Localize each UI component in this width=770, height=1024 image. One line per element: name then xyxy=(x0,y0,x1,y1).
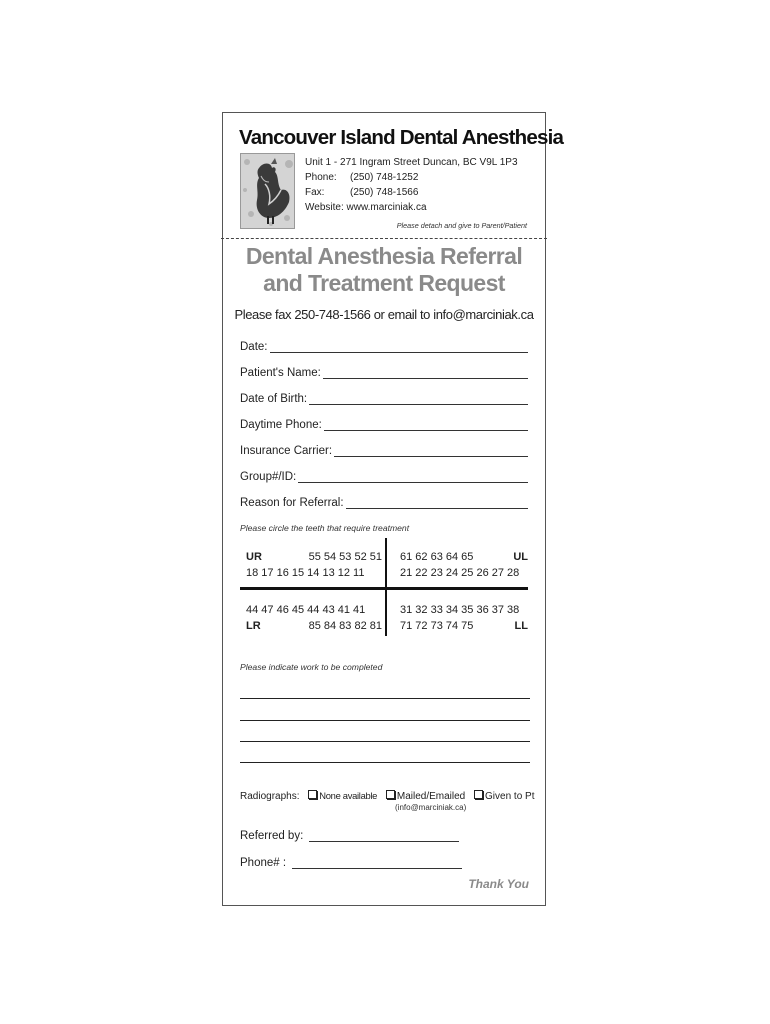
referred-by-field[interactable]: Referred by: xyxy=(240,830,459,842)
lr-label: LR xyxy=(246,620,261,632)
fax-instruction: Please fax 250-748-1566 or email to info@marciniak.ca xyxy=(234,307,534,322)
upper-left-adult-teeth[interactable]: 21 22 23 24 25 26 27 28 xyxy=(400,567,520,579)
teeth-divider-horizontal xyxy=(240,587,528,590)
radiographs-row xyxy=(240,790,535,802)
patient-name-field[interactable]: Patient's Name: xyxy=(240,363,528,379)
teeth-chart xyxy=(240,539,528,635)
lower-left-adult-teeth[interactable]: 31 32 33 34 35 36 37 38 xyxy=(400,604,520,616)
clinic-address: Unit 1 - 271 Ingram Street Duncan, BC V9L 1P3 xyxy=(305,157,518,168)
none-available-label: None available xyxy=(319,790,378,801)
upper-right-adult-teeth[interactable]: 18 17 16 15 14 13 12 11 xyxy=(246,567,365,579)
date-of-birth-field[interactable]: Date of Birth: xyxy=(240,389,528,405)
upper-right-primary-teeth[interactable]: 55 54 53 52 51 xyxy=(308,551,382,563)
daytime-phone-field[interactable]: Daytime Phone: xyxy=(240,415,528,431)
clinic-fax: (250) 748-1566 xyxy=(350,187,419,198)
mailed-emailed-checkbox[interactable] xyxy=(386,790,395,799)
cut-line xyxy=(221,238,547,239)
lower-right-adult-teeth[interactable]: 44 47 46 45 44 43 41 41 xyxy=(246,604,366,616)
mailed-emailed-label: Mailed/Emailed xyxy=(396,791,466,802)
ur-label: UR xyxy=(246,551,262,563)
work-line-1[interactable] xyxy=(240,698,530,699)
phone-label: Phone: xyxy=(305,172,337,183)
form-title-line2: and Treatment Request xyxy=(263,270,505,296)
work-note: Please indicate work to be completed xyxy=(240,662,383,672)
date-field[interactable]: Date: xyxy=(240,337,528,353)
ul-label: UL xyxy=(513,551,528,563)
work-line-4[interactable] xyxy=(240,762,530,763)
email-note: (info@marciniak.ca) xyxy=(395,803,467,812)
reason-for-referral-field[interactable]: Reason for Referral: xyxy=(240,493,528,509)
work-line-3[interactable] xyxy=(240,741,530,742)
referral-card xyxy=(222,112,564,906)
clinic-name: Vancouver Island Dental Anesthesia xyxy=(239,126,564,149)
upper-left-primary-teeth[interactable]: 61 62 63 64 65 xyxy=(400,551,474,563)
given-to-pt-label: Given to Pt xyxy=(485,791,535,802)
given-to-pt-checkbox[interactable] xyxy=(474,790,483,799)
form-title xyxy=(223,243,545,297)
detach-note: Please detach and give to Parent/Patient xyxy=(396,221,527,230)
thank-you: Thank You xyxy=(468,877,529,891)
group-id-field[interactable]: Group#/ID: xyxy=(240,467,528,483)
work-line-2[interactable] xyxy=(240,720,530,721)
teeth-note: Please circle the teeth that require treatment xyxy=(240,523,410,533)
fax-label: Fax: xyxy=(305,187,325,198)
form-title-line1: Dental Anesthesia Referral xyxy=(245,243,523,269)
ll-label: LL xyxy=(514,620,528,632)
clinic-address-block xyxy=(305,155,518,215)
rooster-logo-icon xyxy=(240,153,295,229)
clinic-website: Website: www.marciniak.ca xyxy=(305,202,427,213)
radiographs-label: Radiographs: xyxy=(240,791,300,802)
insurance-carrier-field[interactable]: Insurance Carrier: xyxy=(240,441,528,457)
none-available-checkbox[interactable] xyxy=(308,790,317,799)
clinic-phone: (250) 748-1252 xyxy=(350,172,419,183)
referrer-phone-field[interactable]: Phone# : xyxy=(240,857,462,869)
lower-left-primary-teeth[interactable]: 71 72 73 74 75 xyxy=(400,620,474,632)
lower-right-primary-teeth[interactable]: 85 84 83 82 81 xyxy=(308,620,382,632)
